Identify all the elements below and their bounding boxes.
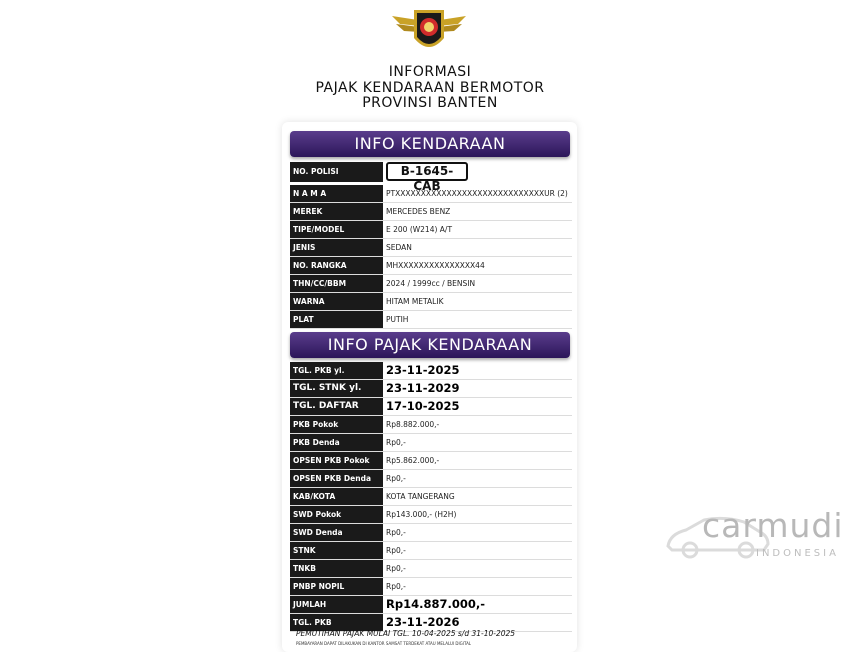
info-pajak-banner: INFO PAJAK KENDARAAN bbox=[290, 332, 570, 358]
row-tipe-model bbox=[290, 221, 572, 239]
label-tgl-pkb-yl: TGL. PKB yl. bbox=[290, 362, 383, 379]
row-tgl-daftar bbox=[290, 398, 572, 416]
row-pnbp-nopil bbox=[290, 578, 572, 596]
label-swd-pokok: SWD Pokok bbox=[290, 506, 383, 523]
row-pkb-denda bbox=[290, 434, 572, 452]
header-pajak-kendaraan: PAJAK KENDARAAN BERMOTOR bbox=[315, 80, 545, 96]
label-jenis: JENIS bbox=[290, 239, 383, 256]
value-tgl-pkb: 23-11-2026 bbox=[386, 615, 460, 629]
row-kab-kota bbox=[290, 488, 572, 506]
row-jumlah bbox=[290, 596, 572, 614]
label-pnbp-nopil: PNBP NOPIL bbox=[290, 578, 383, 595]
value-tgl-daftar: 17-10-2025 bbox=[386, 399, 460, 413]
label-pkb-denda: PKB Denda bbox=[290, 434, 383, 451]
row-stnk bbox=[290, 542, 572, 560]
fine-print: PEMBAYARAN DAPAT DILAKUKAN DI KANTOR SAMSAT TERDEKAT ATAU MELALUI DIGITAL bbox=[296, 641, 472, 646]
value-nama: PTXXXXXXXXXXXXXXXXXXXXXXXXXXXXXUR (2) bbox=[386, 189, 568, 198]
value-thn-cc-bbm: 2024 / 1999cc / BENSIN bbox=[386, 279, 476, 288]
row-swd-pokok bbox=[290, 506, 572, 524]
label-opsen-pkb-pokok: OPSEN PKB Pokok bbox=[290, 452, 383, 469]
value-warna: HITAM METALIK bbox=[386, 297, 444, 306]
label-pkb-pokok: PKB Pokok bbox=[290, 416, 383, 433]
row-thn-cc-bbm bbox=[290, 275, 572, 293]
value-swd-pokok: Rp143.000,- (H2H) bbox=[386, 510, 457, 519]
label-kab-kota: KAB/KOTA bbox=[290, 488, 383, 505]
carmudi-watermark-text: carmudi bbox=[702, 506, 844, 545]
label-jumlah: JUMLAH bbox=[290, 596, 383, 613]
value-no-rangka: MHXXXXXXXXXXXXXXX44 bbox=[386, 261, 485, 270]
row-no-polisi bbox=[290, 162, 572, 193]
row-warna bbox=[290, 293, 572, 311]
value-stnk: Rp0,- bbox=[386, 546, 406, 555]
label-tgl-stnk-yl: TGL. STNK yl. bbox=[290, 380, 383, 397]
value-kab-kota: KOTA TANGERANG bbox=[386, 492, 455, 501]
value-tgl-pkb-yl: 23-11-2025 bbox=[386, 363, 460, 377]
row-swd-denda bbox=[290, 524, 572, 542]
row-plat bbox=[290, 311, 572, 329]
label-nama: N A M A bbox=[290, 185, 383, 202]
value-opsen-pkb-denda: Rp0,- bbox=[386, 474, 406, 483]
label-merek: MEREK bbox=[290, 203, 383, 220]
header-informasi: INFORMASI bbox=[388, 64, 472, 80]
value-tipe-model: E 200 (W214) A/T bbox=[386, 225, 453, 234]
value-jumlah: Rp14.887.000,- bbox=[386, 597, 485, 611]
carmudi-watermark-sub: INDONESIA bbox=[756, 548, 839, 559]
header-provinsi: PROVINSI BANTEN bbox=[362, 95, 498, 111]
row-jenis bbox=[290, 239, 572, 257]
value-pkb-pokok: Rp8.882.000,- bbox=[386, 420, 440, 429]
samsat-emblem-logo bbox=[390, 4, 468, 60]
plate-number-box: B-1645-CAB bbox=[386, 162, 468, 181]
value-opsen-pkb-pokok: Rp5.862.000,- bbox=[386, 456, 440, 465]
label-stnk: STNK bbox=[290, 542, 383, 559]
label-no-rangka: NO. RANGKA bbox=[290, 257, 383, 274]
row-tgl-stnk-yl bbox=[290, 380, 572, 398]
value-merek: MERCEDES BENZ bbox=[386, 207, 451, 216]
row-tnkb bbox=[290, 560, 572, 578]
label-tipe-model: TIPE/MODEL bbox=[290, 221, 383, 238]
value-jenis: SEDAN bbox=[386, 243, 412, 252]
label-thn-cc-bbm: THN/CC/BBM bbox=[290, 275, 383, 292]
row-nama bbox=[290, 185, 572, 203]
label-tgl-pkb: TGL. PKB bbox=[290, 614, 383, 631]
label-plat: PLAT bbox=[290, 311, 383, 328]
label-swd-denda: SWD Denda bbox=[290, 524, 383, 541]
value-pnbp-nopil: Rp0,- bbox=[386, 582, 406, 591]
value-tgl-stnk-yl: 23-11-2029 bbox=[386, 381, 460, 395]
label-tnkb: TNKB bbox=[290, 560, 383, 577]
row-tgl-pkb-yl bbox=[290, 362, 572, 380]
pemutihan-note: PEMUTIHAN PAJAK MULAI TGL. 10-04-2025 s/d 31-10-2025 bbox=[296, 629, 516, 638]
row-merek bbox=[290, 203, 572, 221]
value-pkb-denda: Rp0,- bbox=[386, 438, 406, 447]
row-opsen-pkb-denda bbox=[290, 470, 572, 488]
row-opsen-pkb-pokok bbox=[290, 452, 572, 470]
label-tgl-daftar: TGL. DAFTAR bbox=[290, 398, 383, 415]
row-no-rangka bbox=[290, 257, 572, 275]
value-swd-denda: Rp0,- bbox=[386, 528, 406, 537]
value-plat: PUTIH bbox=[386, 315, 409, 324]
label-opsen-pkb-denda: OPSEN PKB Denda bbox=[290, 470, 383, 487]
value-tnkb: Rp0,- bbox=[386, 564, 406, 573]
label-no-polisi: NO. POLISI bbox=[290, 162, 383, 182]
row-pkb-pokok bbox=[290, 416, 572, 434]
info-kendaraan-banner: INFO KENDARAAN bbox=[290, 131, 570, 157]
label-warna: WARNA bbox=[290, 293, 383, 310]
